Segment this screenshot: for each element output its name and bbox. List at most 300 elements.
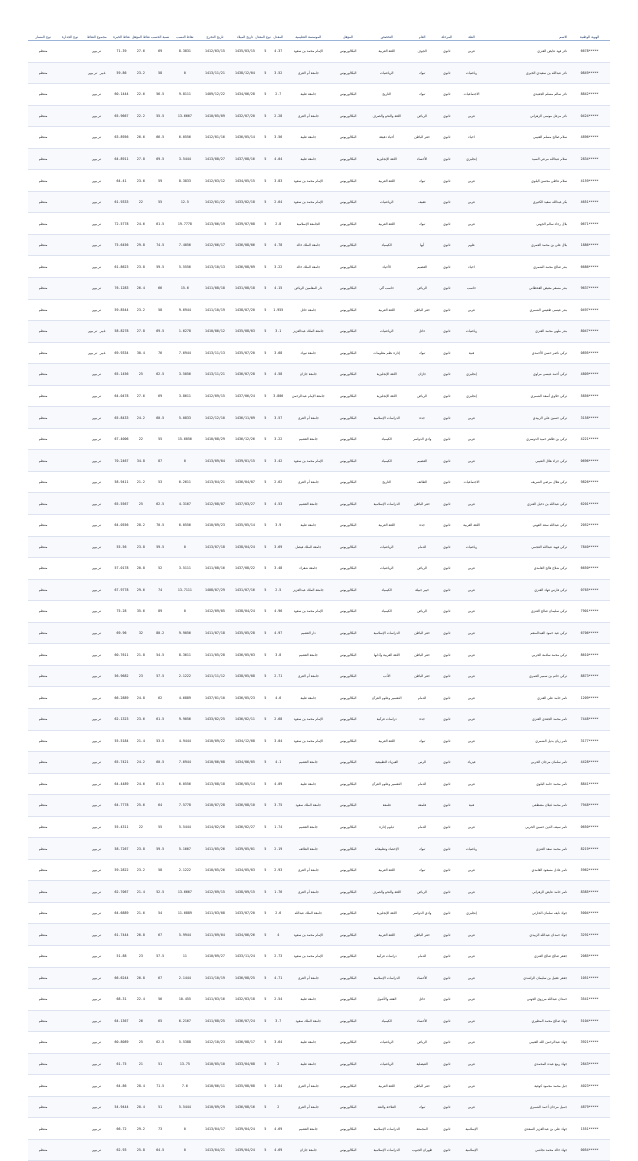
- table-cell: تبوك: [408, 170, 436, 192]
- table-cell: عربي: [458, 665, 486, 687]
- table-cell: جامعة الملك سعود: [286, 795, 331, 817]
- table-cell: ثانوي: [436, 967, 457, 989]
- table-cell: 6.0556: [170, 773, 200, 795]
- table-cell: منتظم: [28, 213, 58, 235]
- table-cell: البكالوريوس: [331, 708, 365, 730]
- table-cell: [58, 1032, 82, 1054]
- table-cell: 2: [271, 1096, 286, 1118]
- table-cell: عربي: [458, 41, 486, 63]
- table-cell: حفر الباطن: [408, 644, 436, 666]
- table-cell: منتظم: [28, 84, 58, 106]
- table-cell: 54.9444: [112, 1096, 131, 1118]
- table-cell: جهاد عبدالرحمن الله العتيبي: [485, 1032, 569, 1054]
- table-cell: 11.6889: [170, 902, 200, 924]
- table-cell: تركي فارس فهاد العنزي: [485, 579, 569, 601]
- table-cell: تربوي: [82, 579, 112, 601]
- table-cell: 58: [151, 299, 170, 321]
- table-cell: تبوك: [408, 838, 436, 860]
- table-cell: 35.6: [131, 601, 150, 623]
- table-cell: منتظم: [28, 924, 58, 946]
- table-cell: *****6650: [569, 558, 610, 580]
- table-cell: تامر محمد سعد العنزي: [485, 838, 569, 860]
- table-cell: *****7948: [569, 795, 610, 817]
- table-cell: تربوي: [82, 515, 112, 537]
- table-cell: 57.5: [151, 945, 170, 967]
- table-cell: الكيمياء: [365, 428, 408, 450]
- table-cell: عربي: [458, 1053, 486, 1075]
- table-cell: 1412/09/15: [200, 385, 230, 407]
- table-cell: [58, 708, 82, 730]
- table-cell: 59.5: [151, 838, 170, 860]
- table-cell: عربي: [458, 816, 486, 838]
- table-cell: ثانوي: [436, 1096, 457, 1118]
- table-cell: 20.4: [131, 1096, 150, 1118]
- table-cell: الرياضيات: [365, 1053, 408, 1075]
- table-cell: منتظم: [28, 127, 58, 149]
- table-cell: فيزياء: [458, 752, 486, 774]
- table-cell: 2.54: [271, 989, 286, 1011]
- table-cell: البكالوريوس: [331, 428, 365, 450]
- table-cell: حاسب: [458, 278, 486, 300]
- table-cell: *****5856: [569, 385, 610, 407]
- table-cell: ثانوي: [436, 795, 457, 817]
- table-cell: عربي: [458, 1096, 486, 1118]
- table-cell: البكالوريوس: [331, 1075, 365, 1097]
- table-cell: 59.5: [151, 256, 170, 278]
- table-cell: [58, 687, 82, 709]
- table-cell: عربي: [458, 213, 486, 235]
- table-cell: عربي: [458, 558, 486, 580]
- table-cell: 24.6: [131, 773, 150, 795]
- table-cell: 1413/11/21: [200, 62, 230, 84]
- table-cell: ثانوي: [436, 1010, 457, 1032]
- table-cell: 4.97: [271, 622, 286, 644]
- table-cell: 1437/08/16: [230, 148, 260, 170]
- table-cell: جامعة أم القرى: [286, 859, 331, 881]
- table-cell: نادر فهد عايض العنزي: [485, 41, 569, 63]
- table-cell: 1434/12/08: [230, 730, 260, 752]
- table-cell: 5: [260, 428, 271, 450]
- table-cell: 1432/03/18: [230, 989, 260, 1011]
- table-cell: 5: [260, 1010, 271, 1032]
- table-cell: عربي: [458, 579, 486, 601]
- table-cell: 1435/03/15: [230, 41, 260, 63]
- table-cell: [58, 881, 82, 903]
- table-cell: 2: [271, 1053, 286, 1075]
- table-cell: ثانوي: [436, 752, 457, 774]
- table-cell: 7.4056: [170, 234, 200, 256]
- column-header: الهوية الوطنية: [569, 33, 610, 41]
- table-cell: 5: [260, 881, 271, 903]
- table-cell: جميل مرجان أحمد الشمري: [485, 1096, 569, 1118]
- table-cell: 4.6889: [170, 687, 200, 709]
- table-cell: [58, 234, 82, 256]
- table-cell: 5: [260, 1075, 271, 1097]
- table-cell: 1434/05/15: [230, 170, 260, 192]
- table-cell: 0: [170, 1139, 200, 1161]
- table-cell: 52: [151, 558, 170, 580]
- table-cell: البكالوريوس: [331, 170, 365, 192]
- table-cell: ثانوي: [436, 601, 457, 623]
- table-cell: البكالوريوس: [331, 1139, 365, 1161]
- table-cell: منتظم: [28, 321, 58, 343]
- table-cell: تامر محمد حامد البلوي: [485, 773, 569, 795]
- table-cell: تركي حاتم بن سمير العمري: [485, 665, 569, 687]
- table-cell: 66.2889: [112, 687, 131, 709]
- table-cell: 7.6944: [170, 342, 200, 364]
- table-cell: تركي عبدالله سعد العهني: [485, 515, 569, 537]
- table-cell: 0: [170, 62, 200, 84]
- table-cell: 1412/03/15: [200, 41, 230, 63]
- table-cell: 64.6889: [112, 902, 131, 924]
- table-cell: 23.2: [131, 299, 150, 321]
- table-cell: *****2843: [569, 1053, 610, 1075]
- table-cell: أحياء دقيقة: [365, 127, 408, 149]
- column-header: المعدل: [271, 33, 286, 41]
- table-row: [28, 471, 610, 493]
- table-row: [28, 428, 610, 450]
- table-cell: الرياضيات: [365, 1032, 408, 1054]
- table-cell: جامعة حائل: [286, 299, 331, 321]
- table-cell: ظهران الجنوب: [408, 1139, 436, 1161]
- table-cell: 1410/07/28: [200, 795, 230, 817]
- table-cell: منتظم: [28, 536, 58, 558]
- table-row: [28, 278, 610, 300]
- table-cell: فنية: [458, 795, 486, 817]
- table-cell: وادي الدواسر: [408, 902, 436, 924]
- table-cell: ثانوي: [436, 989, 457, 1011]
- table-cell: 25: [131, 364, 150, 386]
- table-cell: تربوي: [82, 536, 112, 558]
- table-cell: 26.6: [131, 127, 150, 149]
- table-cell: جامعة القصيم: [286, 1118, 331, 1140]
- table-cell: جعفر عقيل بن سليمان الراشدي: [485, 967, 569, 989]
- table-cell: 4.78: [271, 234, 286, 256]
- table-cell: 59.8544: [112, 299, 131, 321]
- table-cell: ثانوي: [436, 385, 457, 407]
- table-cell: 27.6: [131, 41, 150, 63]
- table-cell: 1408/07/29: [200, 579, 230, 601]
- table-cell: 71.5: [151, 1075, 170, 1097]
- table-row: [28, 321, 610, 343]
- table-cell: 2.68: [271, 708, 286, 730]
- table-cell: تامر زيان بديل الشمري: [485, 730, 569, 752]
- table-cell: 5: [260, 84, 271, 106]
- table-cell: 74: [151, 579, 170, 601]
- table-cell: 13.6667: [170, 881, 200, 903]
- table-cell: منتظم: [28, 967, 58, 989]
- table-cell: 55.5: [151, 105, 170, 127]
- column-header: المرحلة: [436, 33, 457, 41]
- table-cell: الإمام محمد بن سعود: [286, 601, 331, 623]
- table-cell: وادي الدواسر: [408, 428, 436, 450]
- table-cell: *****0696: [569, 450, 610, 472]
- table-cell: 56.5: [151, 84, 170, 106]
- table-cell: 1.74: [271, 816, 286, 838]
- table-cell: البكالوريوس: [331, 1118, 365, 1140]
- table-cell: عربي: [458, 191, 486, 213]
- table-cell: الدراسات الإسلامية: [365, 493, 408, 515]
- table-cell: 55: [151, 428, 170, 450]
- table-cell: *****0650: [569, 816, 610, 838]
- table-cell: [58, 105, 82, 127]
- table-cell: عربي: [458, 859, 486, 881]
- table-cell: الإحصاء وتطبيقاته: [365, 838, 408, 860]
- table-cell: 6.2611: [170, 471, 200, 493]
- table-row: [28, 148, 610, 170]
- table-cell: 70.5: [151, 515, 170, 537]
- table-cell: جامعة طيبة: [286, 687, 331, 709]
- table-cell: منتظم: [28, 428, 58, 450]
- table-cell: 3.48: [271, 558, 286, 580]
- table-row: [28, 364, 610, 386]
- table-cell: 34.8: [131, 450, 150, 472]
- table-cell: تامر سيف الدين حسين الحربي: [485, 816, 569, 838]
- table-cell: تربوي: [82, 256, 112, 278]
- table-cell: منتظم: [28, 148, 58, 170]
- table-cell: حفر الباطن: [408, 1075, 436, 1097]
- table-cell: [58, 536, 82, 558]
- table-cell: الرياض: [408, 881, 436, 903]
- table-cell: بندر ملهي محمد العنزي: [485, 321, 569, 343]
- table-row: [28, 601, 610, 623]
- table-cell: 21.4: [131, 881, 150, 903]
- table-cell: 5.5444: [170, 1096, 200, 1118]
- table-cell: 2.62: [271, 471, 286, 493]
- column-header: التخصص: [365, 33, 408, 41]
- table-cell: [58, 773, 82, 795]
- table-cell: 2.28: [271, 105, 286, 127]
- table-cell: دراسات قرآنية: [365, 945, 408, 967]
- table-cell: 21.8: [131, 644, 150, 666]
- table-cell: 5: [260, 579, 271, 601]
- table-cell: *****0671: [569, 213, 610, 235]
- table-cell: اللغة الإنجليزية: [365, 902, 408, 924]
- table-cell: *****7448: [569, 708, 610, 730]
- table-cell: تركي جزاء هلال العتيبي: [485, 450, 569, 472]
- table-row: [28, 1053, 610, 1075]
- table-cell: 1410/05/26: [200, 859, 230, 881]
- table-cell: 1411/08/18: [200, 278, 230, 300]
- table-cell: سلام عاطي محسن البلوي: [485, 170, 569, 192]
- table-cell: الإمام محمد بن سعود: [286, 450, 331, 472]
- table-cell: البكالوريوس: [331, 256, 365, 278]
- table-cell: الدمام: [408, 816, 436, 838]
- table-cell: منتظم: [28, 1096, 58, 1118]
- table-cell: الدراسات الإسلامية: [365, 622, 408, 644]
- table-cell: 1438/04/24: [230, 601, 260, 623]
- table-cell: 5: [260, 859, 271, 881]
- table-cell: إنجليزي: [458, 902, 486, 924]
- table-cell: 5: [260, 708, 271, 730]
- table-cell: ثانوي: [436, 816, 457, 838]
- table-cell: ثانوي: [436, 84, 457, 106]
- table-cell: 5: [260, 644, 271, 666]
- table-cell: *****3291: [569, 924, 610, 946]
- table-cell: منتظم: [28, 989, 58, 1011]
- table-cell: 4.71: [271, 967, 286, 989]
- table-cell: حفر الباطن: [408, 924, 436, 946]
- table-cell: 3.22: [271, 256, 286, 278]
- table-cell: 1438/09/15: [230, 881, 260, 903]
- table-cell: 73: [151, 1118, 170, 1140]
- table-cell: 15.6056: [170, 428, 200, 450]
- table-cell: 5: [260, 536, 271, 558]
- table-cell: ثانوي: [436, 407, 457, 429]
- table-cell: 4: [271, 924, 286, 946]
- table-cell: 5: [260, 471, 271, 493]
- table-cell: الدمام: [408, 773, 436, 795]
- table-cell: ثانوي: [436, 105, 457, 127]
- table-cell: 1413/11/13: [200, 342, 230, 364]
- table-cell: 68.31: [112, 989, 131, 1011]
- table-cell: منتظم: [28, 62, 58, 84]
- table-row: [28, 795, 610, 817]
- table-cell: تامر حامد عايض الزهراني: [485, 881, 569, 903]
- table-cell: منتظم: [28, 41, 58, 63]
- table-cell: 3.04: [271, 730, 286, 752]
- table-cell: *****4428: [569, 752, 610, 774]
- table-cell: 7.6: [170, 1075, 200, 1097]
- table-cell: تركي عيد حمود العبدالمنعم: [485, 622, 569, 644]
- table-cell: *****5962: [569, 859, 610, 881]
- table-row: [28, 687, 610, 709]
- table-cell: جعفر صالح صالح العنزي: [485, 945, 569, 967]
- table-cell: 1410/06/12: [200, 321, 230, 343]
- table-cell: البكالوريوس: [331, 752, 365, 774]
- table-cell: عربي: [458, 730, 486, 752]
- table-cell: ثانوي: [436, 1032, 457, 1054]
- table-cell: *****4651: [569, 191, 610, 213]
- records-table: [28, 33, 610, 1161]
- table-cell: 1412/08/07: [200, 493, 230, 515]
- table-cell: عربي: [458, 967, 486, 989]
- table-cell: جواد حمدان عبدالله الزبيدي: [485, 924, 569, 946]
- table-cell: 54: [151, 902, 170, 924]
- table-cell: اللغة العربية: [458, 515, 486, 537]
- table-cell: 5: [260, 1118, 271, 1140]
- table-row: [28, 989, 610, 1011]
- table-cell: *****7901: [569, 601, 610, 623]
- table-cell: الدمام: [408, 687, 436, 709]
- table-cell: 2.71: [271, 665, 286, 687]
- table-cell: 1409/12/22: [200, 84, 230, 106]
- table-cell: 1436/08/09: [230, 256, 260, 278]
- table-cell: 70.2467: [112, 450, 131, 472]
- table-cell: الرياضيات: [365, 191, 408, 213]
- column-header: نوع الجدارة: [58, 33, 82, 41]
- table-cell: تربوي: [82, 1010, 112, 1032]
- table-cell: [58, 299, 82, 321]
- table-cell: ثانوي: [436, 687, 457, 709]
- table-cell: 13.7111: [170, 579, 200, 601]
- table-cell: جامعة أم القرى: [286, 105, 331, 127]
- table-cell: [58, 945, 82, 967]
- column-header: نقاط النسب: [170, 33, 200, 41]
- table-cell: *****0849: [569, 62, 610, 84]
- table-row: [28, 644, 610, 666]
- table-cell: [58, 471, 82, 493]
- table-cell: [58, 816, 82, 838]
- table-cell: 64.5: [151, 1139, 170, 1161]
- table-cell: تربوي: [82, 493, 112, 515]
- table-cell: ثانوي: [436, 1075, 457, 1097]
- table-cell: 4.04: [271, 148, 286, 170]
- table-row: [28, 191, 610, 213]
- table-cell: 1410/09/22: [200, 730, 230, 752]
- table-cell: 5: [260, 752, 271, 774]
- table-row: [28, 665, 610, 687]
- table-cell: 0: [170, 450, 200, 472]
- table-cell: 2.5: [271, 579, 286, 601]
- table-cell: منتظم: [28, 234, 58, 256]
- table-cell: 1439/04/24: [230, 1139, 260, 1161]
- table-cell: *****8610: [569, 644, 610, 666]
- table-cell: 1434/06/26: [230, 924, 260, 946]
- table-row: [28, 1139, 610, 1161]
- table-cell: جامعة القصيم: [286, 644, 331, 666]
- table-cell: 57.5: [151, 665, 170, 687]
- table-cell: 74.5: [151, 234, 170, 256]
- table-cell: منتظم: [28, 752, 58, 774]
- table-cell: 5: [260, 945, 271, 967]
- table-cell: اللغة الإنجليزية: [365, 364, 408, 386]
- table-cell: الفيصلية: [408, 1053, 436, 1075]
- table-cell: 3.1: [271, 321, 286, 343]
- table-cell: 53.5: [151, 730, 170, 752]
- table-cell: الإمام محمد بن سعود: [286, 41, 331, 63]
- table-cell: [58, 752, 82, 774]
- table-cell: 65.7421: [112, 752, 131, 774]
- table-cell: تربوي: [82, 924, 112, 946]
- table-cell: عربي: [458, 407, 486, 429]
- table-cell: 1411/03/16: [200, 989, 230, 1011]
- table-cell: تربوي: [82, 773, 112, 795]
- table-cell: ثانوي: [436, 191, 457, 213]
- table-cell: عربي: [458, 601, 486, 623]
- table-cell: *****6201: [569, 493, 610, 515]
- table-cell: منتظم: [28, 299, 58, 321]
- table-cell: جامعة طيبة: [286, 84, 331, 106]
- table-cell: الدراسات الإسلامية: [365, 407, 408, 429]
- table-cell: عربي: [458, 450, 486, 472]
- table-cell: 8.3833: [170, 170, 200, 192]
- table-cell: عربي: [458, 708, 486, 730]
- table-cell: ثانوي: [436, 924, 457, 946]
- table-cell: 64.1367: [112, 1010, 131, 1032]
- table-cell: 66.72: [112, 1118, 131, 1140]
- table-cell: 1434/06/05: [230, 752, 260, 774]
- column-header: نسبة الحسب: [150, 34, 170, 39]
- table-cell: جدة: [408, 407, 436, 429]
- table-cell: [58, 385, 82, 407]
- table-cell: منتظم: [28, 795, 58, 817]
- table-cell: 23.8: [131, 536, 150, 558]
- table-cell: الرياض: [408, 1032, 436, 1054]
- table-cell: *****8873: [569, 665, 610, 687]
- table-cell: [58, 493, 82, 515]
- table-cell: [58, 170, 82, 192]
- table-cell: نادر عبدالله بن سعيدي الخيري: [485, 62, 569, 84]
- table-cell: البكالوريوس: [331, 730, 365, 752]
- table-cell: *****1209: [569, 687, 610, 709]
- table-cell: تبوك: [408, 84, 436, 106]
- table-cell: 60.5: [151, 407, 170, 429]
- table-cell: *****7840: [569, 536, 610, 558]
- table-cell: عربي: [458, 105, 486, 127]
- table-cell: 1.955: [271, 299, 286, 321]
- table-cell: 7.6944: [170, 752, 200, 774]
